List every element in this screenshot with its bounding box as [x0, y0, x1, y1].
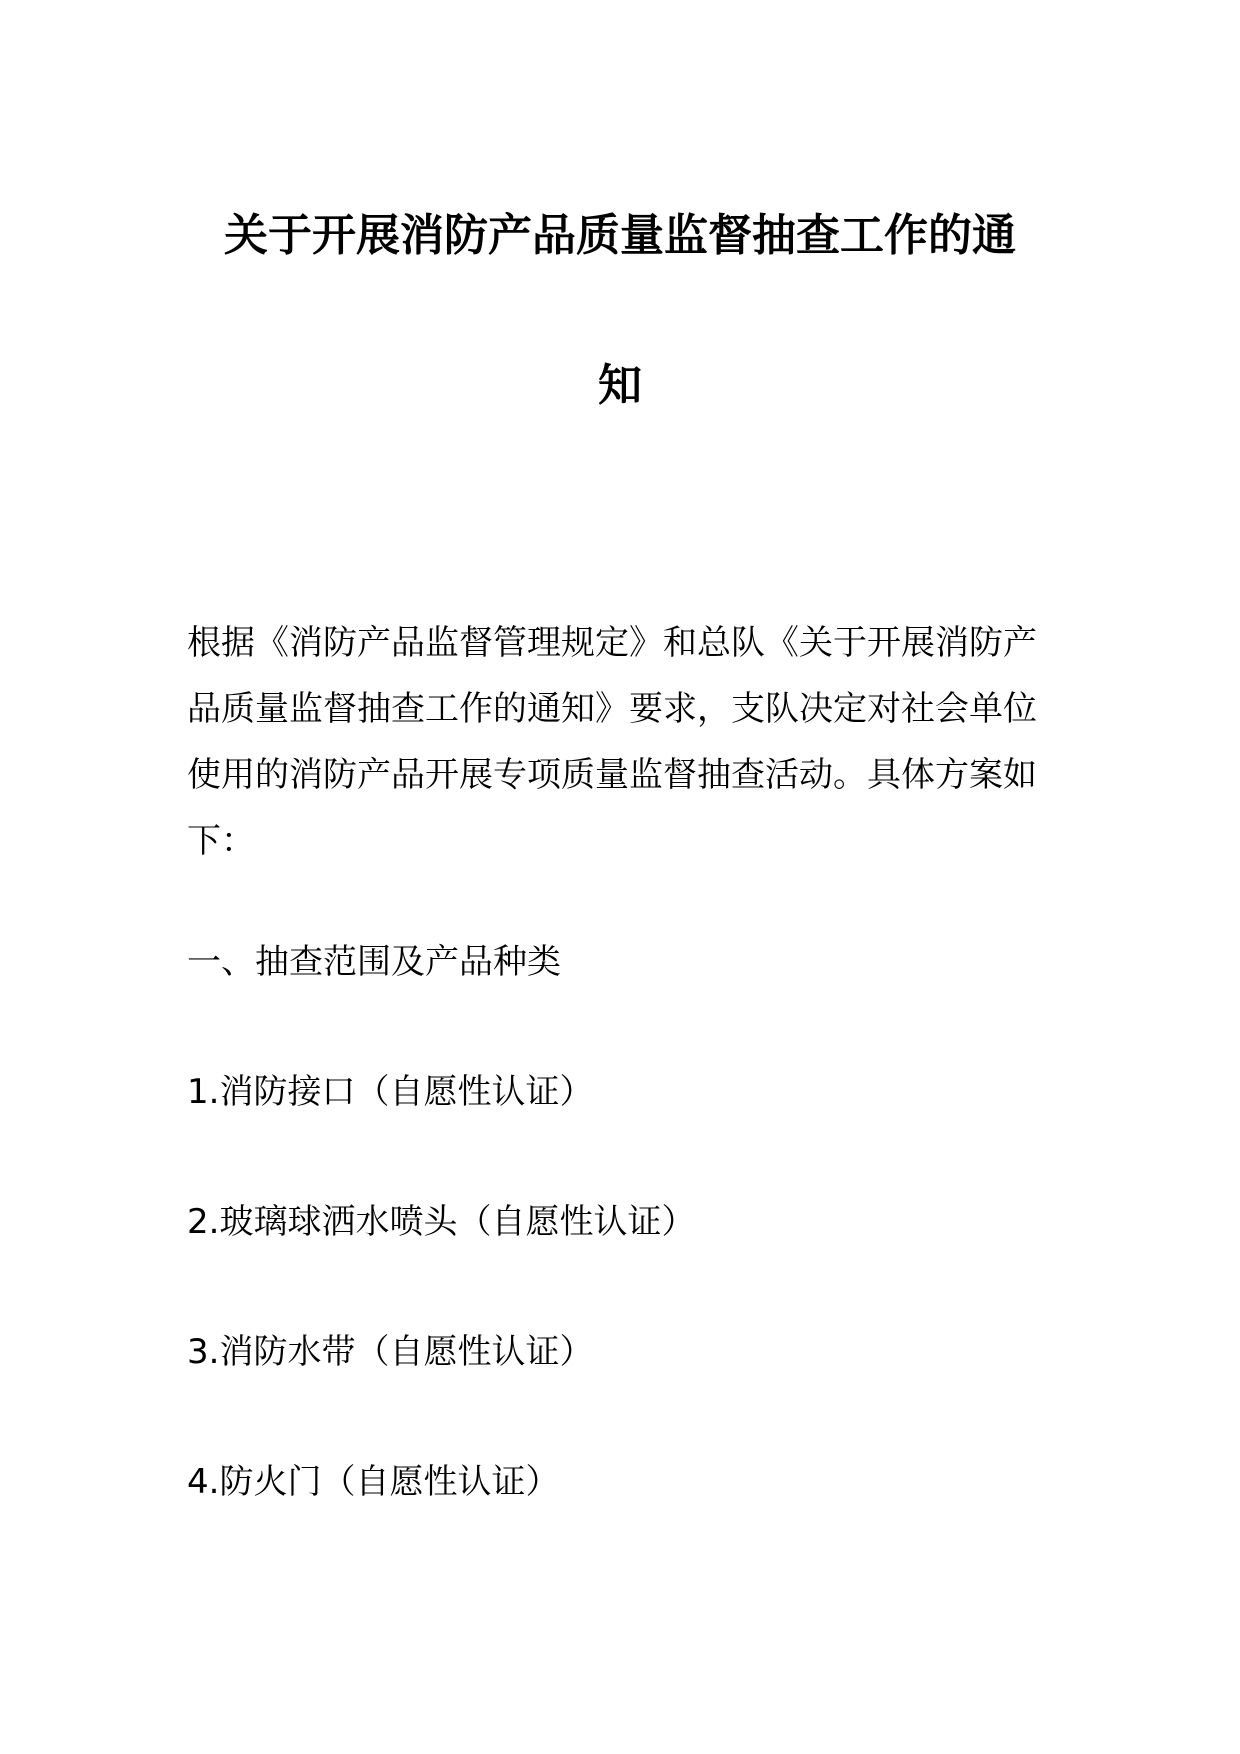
document-title-line-1: 关于开展消防产品质量监督抽查工作的通 — [224, 210, 1016, 261]
intro-line: 使用的消防产品开展专项质量监督抽查活动。具体方案如 — [187, 755, 1037, 795]
intro-line: 下： — [187, 821, 255, 861]
intro-paragraph — [187, 610, 1055, 874]
list-item: 4.防火门（自愿性认证） — [187, 1462, 560, 1502]
list-item: 1.消防接口（自愿性认证） — [187, 1072, 594, 1112]
intro-line: 根据《消防产品监督管理规定》和总队《关于开展消防产 — [187, 623, 1037, 663]
list-item: 3.消防水带（自愿性认证） — [187, 1332, 594, 1372]
intro-line: 品质量监督抽查工作的通知》要求，支队决定对社会单位 — [187, 689, 1037, 729]
document-title-line-2: 知 — [598, 360, 642, 411]
list-item: 2.玻璃球洒水喷头（自愿性认证） — [187, 1202, 696, 1242]
section-heading: 一、抽查范围及产品种类 — [187, 942, 561, 982]
